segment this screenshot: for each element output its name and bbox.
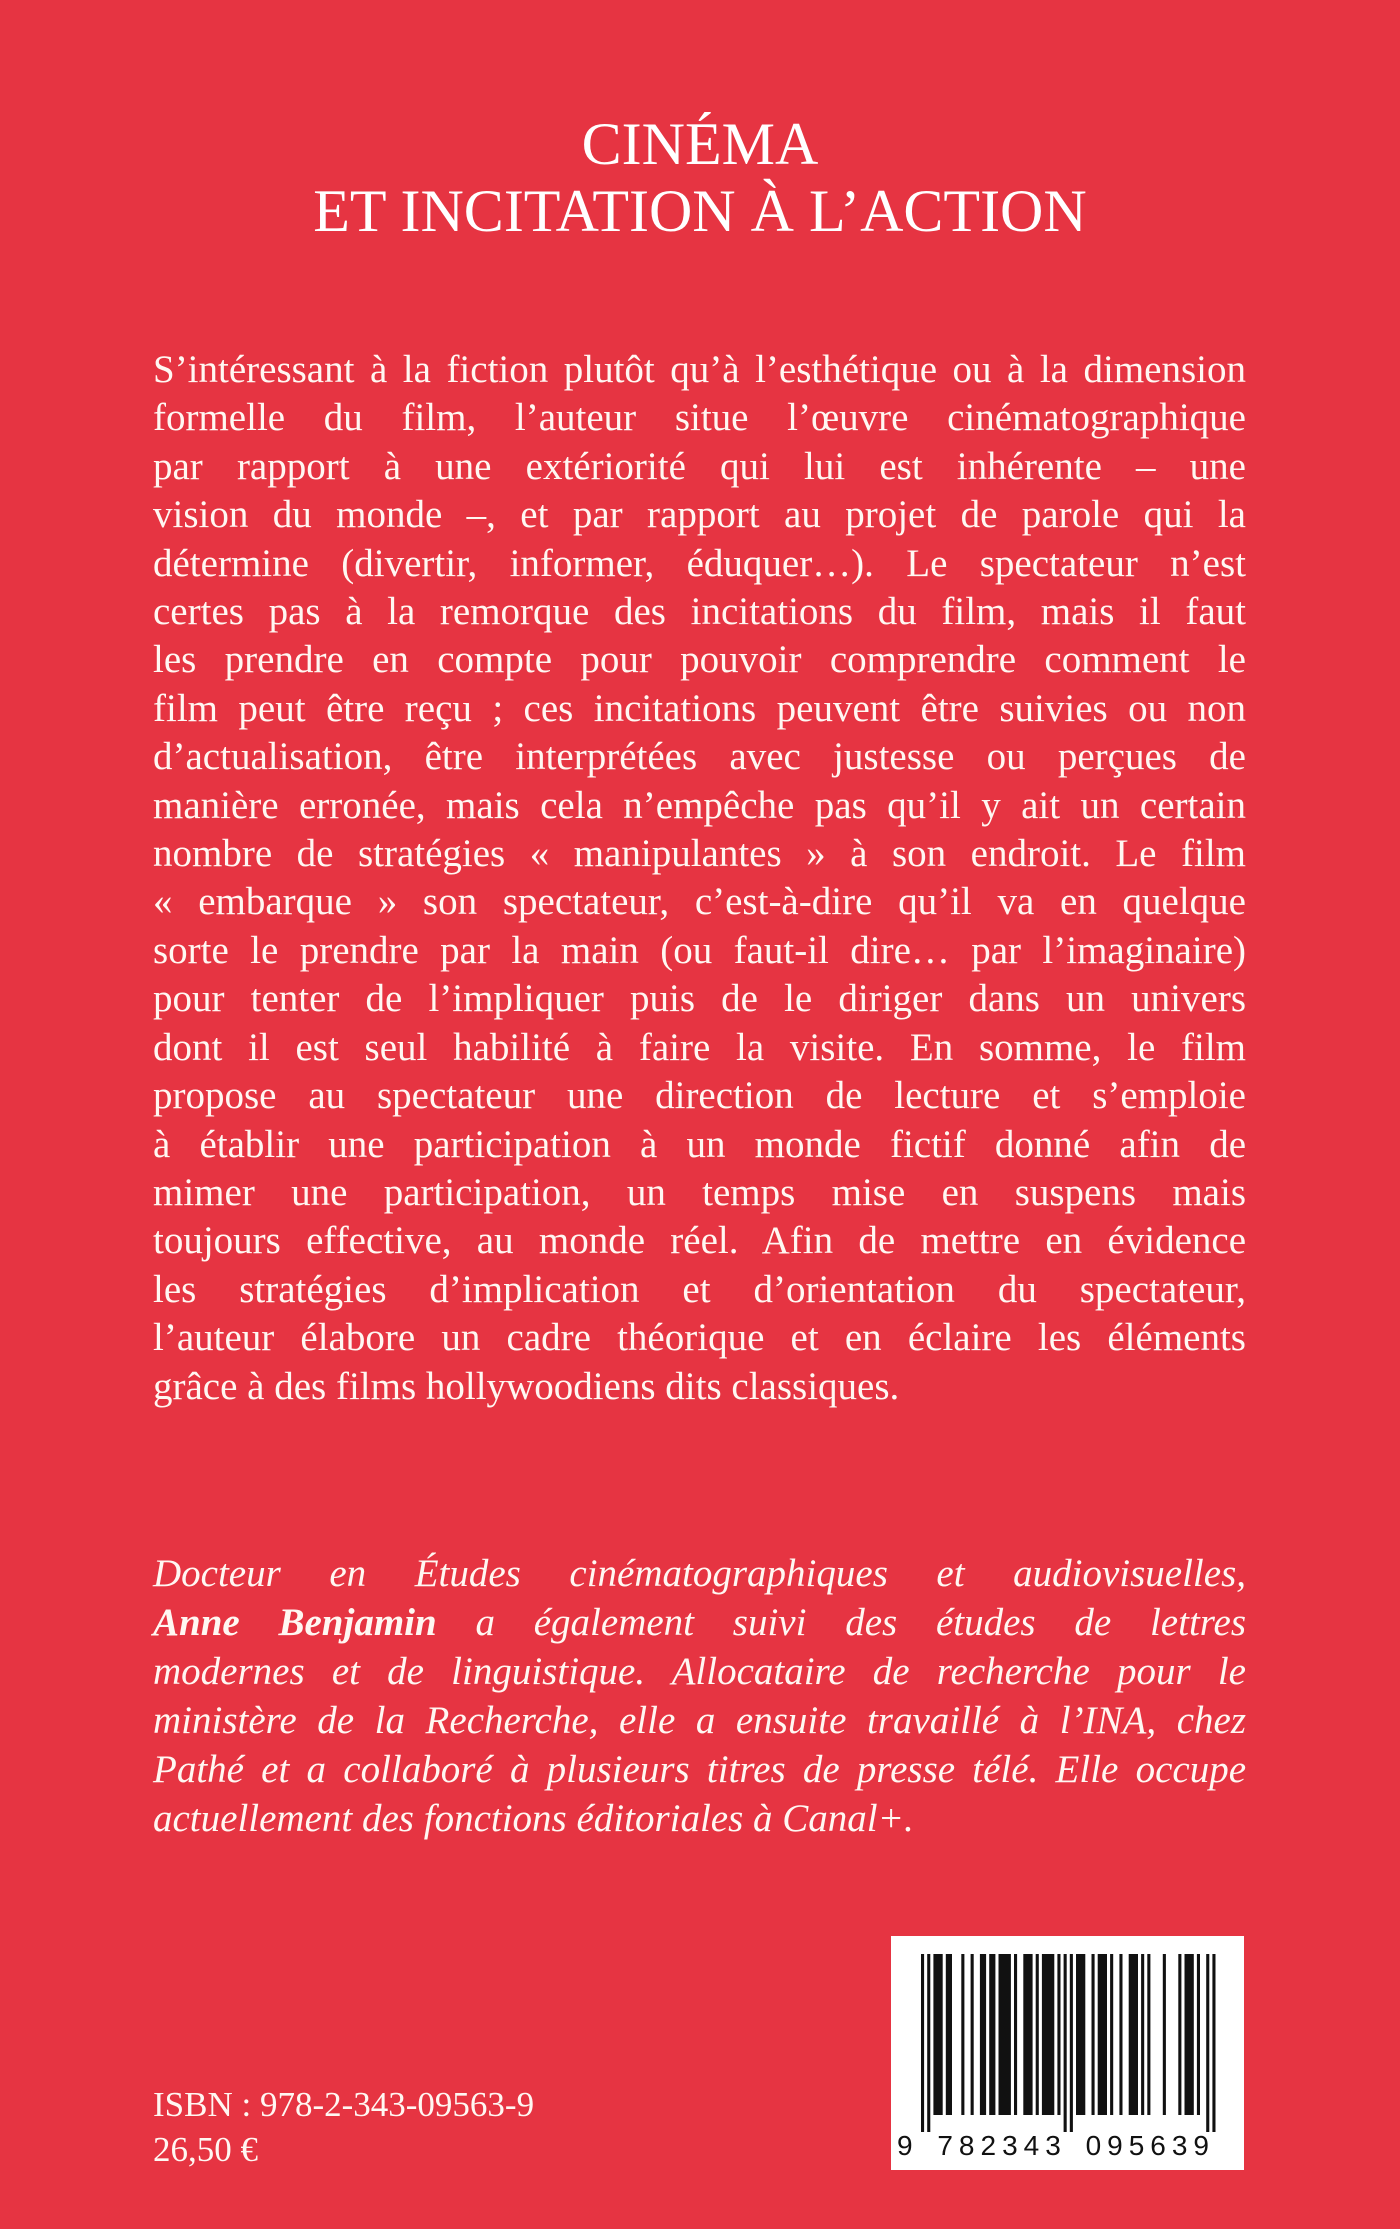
summary-line: sorte le prendre par la main (ou faut-il dire… par l’imaginaire) [153,928,1246,972]
summary-line: par rapport à une extériorité qui lui est inhérente – une [153,444,1246,488]
summary-line: film peut être reçu ; ces incitations peuvent être suivies ou non [153,686,1246,730]
barcode-bar [1129,1954,1138,2115]
summary-line: les prendre en compte pour pouvoir comprendre comment le [153,638,1246,682]
summary-line: mimer une participation, un temps mise en suspens mais [153,1170,1246,1214]
barcode-bar [989,1954,995,2115]
summary-line: toujours effective, au monde réel. Afin de mettre en évidence [153,1219,1246,1263]
summary-line: formelle du film, l’auteur situe l’œuvre cinématographique [153,396,1246,440]
barcode-bar [1163,1954,1166,2115]
summary-line: manière erronée, mais cela n’empêche pas qu’il y ait un certain [153,783,1246,827]
bio-line: actuellement des fonctions éditoriales à Canal+. [153,1796,914,1840]
barcode-guard-bar [1064,1954,1067,2132]
bio-line: modernes et de linguistique. Allocataire de recherche pour le [153,1649,1246,1693]
isbn: ISBN : 978-2-343-09563-9 [153,2085,535,2124]
summary-line: dont il est seul habilité à faire la visite. En somme, le film [153,1025,1246,1069]
bio-line: ministère de la Recherche, elle a ensuite travaillé à l’INA, chez [153,1698,1246,1742]
barcode-bar [1076,1954,1085,2115]
barcode-bar [1057,1954,1060,2115]
barcode-bar [1092,1954,1095,2115]
summary-line: d’actualisation, être interprétées avec justesse ou perçues de [153,735,1246,779]
price: 26,50 € [153,2130,258,2169]
barcode-guard-bar [927,1954,930,2132]
barcode-guard-bar [1206,1954,1209,2132]
summary-line: pour tenter de l’impliquer puis de le diriger dans un univers [153,977,1246,1021]
summary-paragraph [153,346,1246,1411]
barcode-bar [971,1954,974,2115]
barcode-bar [1141,1954,1144,2115]
barcode [891,1936,1244,2170]
summary-line: « embarque » son spectateur, c’est-à-dire qu’il va en quelque [153,880,1246,924]
barcode-bar [1042,1954,1054,2115]
summary-line: grâce à des films hollywoodiens dits classiques. [153,1364,900,1408]
bio-line-text: a également suivi des études de lettres [475,1600,1246,1644]
summary-line: à établir une participation à un monde fictif donné afin de [153,1122,1246,1166]
barcode-bar [1119,1954,1122,2115]
summary-line: les stratégies d’implication et d’orientation du spectateur, [153,1267,1246,1311]
title-line-2: ET INCITATION À L’ACTION [313,178,1087,244]
barcode-bar [933,1954,942,2115]
bio-line [153,1599,1246,1648]
barcode-digits: 9 782343 095639 [897,2130,1215,2161]
barcode-bar [1110,1954,1113,2115]
barcode-bar [980,1954,986,2115]
barcode-bar [1014,1954,1017,2115]
barcode-guard-bar [1070,1954,1073,2132]
barcode-bar [1178,1954,1181,2115]
summary-line: nombre de stratégies « manipulantes » à son endroit. Le film [153,832,1246,876]
summary-line: vision du monde –, et par rapport au projet de parole qui la [153,493,1246,537]
barcode-bar [1197,1954,1200,2115]
summary-line: certes pas à la remorque des incitations du film, mais il faut [153,590,1246,634]
barcode-guard-bar [921,1954,924,2132]
summary-line: l’auteur élabore un cadre théorique et en éclaire les éléments [153,1316,1246,1360]
barcode-bar [1036,1954,1039,2115]
summary-line: S’intéressant à la fiction plutôt qu’à l’esthétique ou à la dimension [153,348,1246,391]
author-name: Anne Benjamin [153,1600,437,1644]
book-title [0,111,1400,245]
barcode-bar [946,1954,952,2115]
summary-line: propose au spectateur une direction de lecture et s’emploie [153,1074,1246,1118]
bio-line: Pathé et a collaboré à plusieurs titres de presse télé. Elle occupe [153,1747,1246,1791]
author-bio [153,1550,1246,1843]
barcode-bar [999,1954,1011,2115]
barcode-bar [961,1954,964,2115]
bio-line: Docteur en Études cinématographiques et audiovisuelles, [153,1552,1246,1595]
barcode-bar [1185,1954,1194,2115]
summary-line: détermine (divertir, informer, éduquer…). Le spectateur n’est [153,541,1246,585]
title-line-1: CINÉMA [581,111,819,177]
barcode-bar [1147,1954,1150,2115]
barcode-guard-bar [1212,1954,1215,2132]
barcode-bar [1098,1954,1107,2115]
barcode-bar [1023,1954,1032,2115]
